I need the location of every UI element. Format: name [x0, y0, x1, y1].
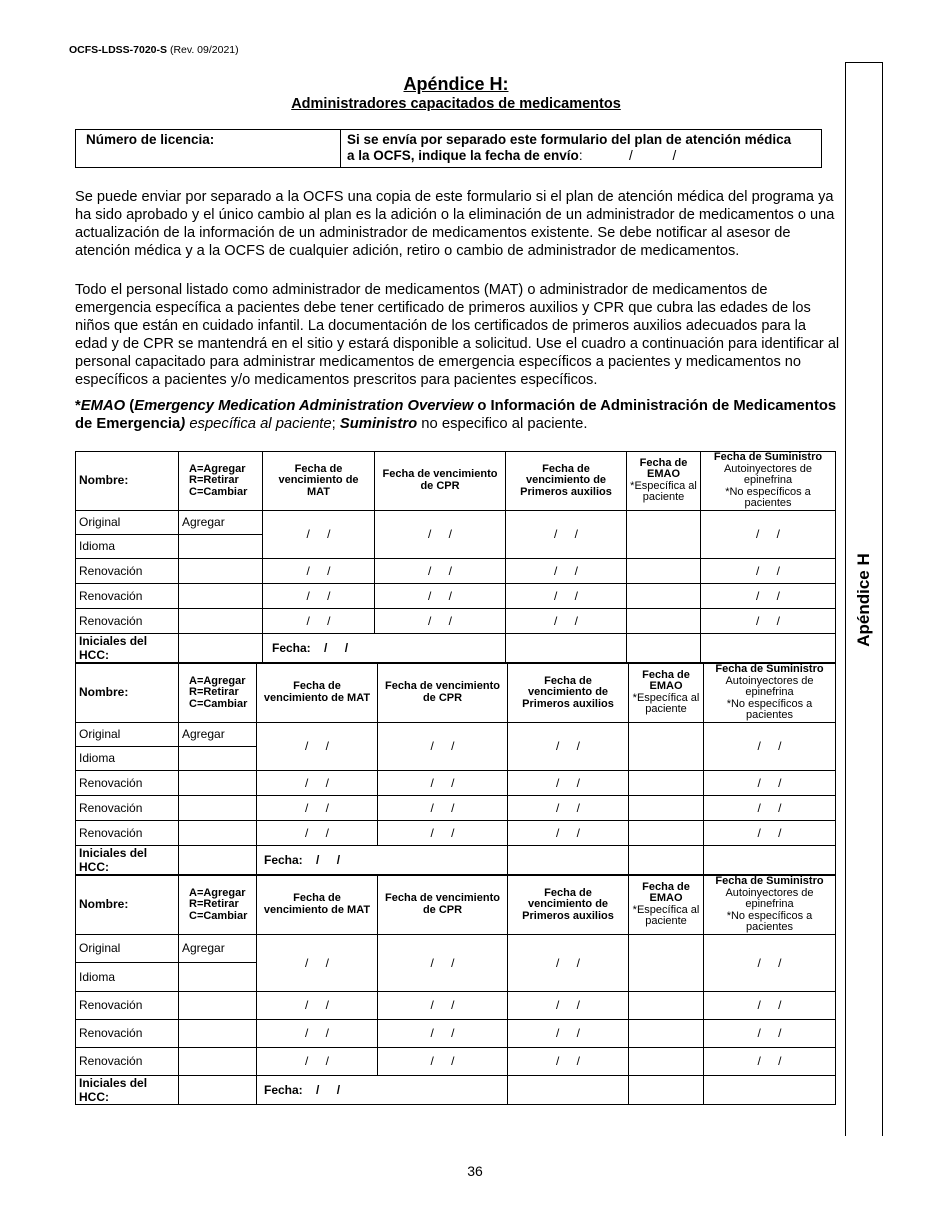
hcc-initials-label: Iniciales del HCC:	[76, 845, 179, 874]
supply-date-header: Fecha de Suministro Autoinyectores de epinefrina *No específicos a pacientes	[701, 452, 836, 511]
mat-date-cell[interactable]: / /	[257, 770, 378, 795]
empty-cell	[629, 1075, 704, 1104]
action-cell[interactable]	[179, 991, 257, 1019]
hcc-initials-cell[interactable]	[179, 1075, 257, 1104]
action-cell[interactable]	[179, 534, 263, 558]
mat-date-cell[interactable]: / /	[257, 1019, 378, 1047]
table-header-row	[76, 664, 836, 723]
first-aid-date-cell[interactable]: / /	[508, 820, 629, 845]
action-cell[interactable]	[179, 820, 257, 845]
license-box	[75, 129, 822, 168]
supply-date-cell[interactable]: / /	[701, 583, 836, 608]
cpr-expiry-header: Fecha de vencimiento de CPR	[378, 876, 508, 935]
action-cell[interactable]: Agregar	[179, 934, 257, 962]
table-row	[76, 820, 836, 845]
supply-date-cell[interactable]: / /	[704, 795, 836, 820]
first-aid-date-cell[interactable]: / /	[508, 770, 629, 795]
row-label: Original	[76, 934, 179, 962]
hcc-row	[76, 633, 836, 662]
hcc-initials-label: Iniciales del HCC:	[76, 633, 179, 662]
mat-date-cell[interactable]: / /	[257, 991, 378, 1019]
empty-cell	[701, 633, 836, 662]
row-label: Renovación	[76, 795, 179, 820]
table-row	[76, 795, 836, 820]
emao-date-header: Fecha de EMAO *Específica al paciente	[629, 664, 704, 723]
emao-date-cell[interactable]	[629, 795, 704, 820]
medication-administrator-table-1	[75, 451, 836, 663]
mat-date-cell[interactable]: / /	[263, 608, 375, 633]
cpr-date-cell[interactable]: / /	[375, 583, 506, 608]
table-row	[76, 1019, 836, 1047]
action-cell[interactable]: Agregar	[179, 722, 257, 746]
first-aid-expiry-header: Fecha de vencimiento de Primeros auxilios	[508, 664, 629, 723]
supply-date-cell[interactable]: / /	[704, 934, 836, 991]
first-aid-date-cell[interactable]: / /	[508, 795, 629, 820]
hcc-row	[76, 845, 836, 874]
name-header[interactable]: Nombre:	[76, 664, 179, 723]
supply-date-cell[interactable]: / /	[704, 1047, 836, 1075]
action-cell[interactable]	[179, 962, 257, 991]
table-row	[76, 558, 836, 583]
license-number-field[interactable]: Número de licencia:	[76, 130, 341, 167]
emao-date-cell[interactable]	[629, 991, 704, 1019]
page-title: Apéndice H:	[403, 74, 509, 94]
empty-cell	[508, 845, 629, 874]
first-aid-expiry-header: Fecha de vencimiento de Primeros auxilios	[508, 876, 629, 935]
action-cell[interactable]	[179, 1047, 257, 1075]
cpr-date-cell[interactable]: / /	[378, 1019, 508, 1047]
empty-cell	[508, 1075, 629, 1104]
row-label: Renovación	[76, 583, 179, 608]
first-aid-date-cell[interactable]: / /	[506, 608, 627, 633]
form-code: OCFS-LDSS-7020-S (Rev. 09/2021)	[69, 44, 239, 56]
supply-date-header: Fecha de Suministro Autoinyectores de epinefrina *No específicos a pacientes	[704, 664, 836, 723]
action-cell[interactable]	[179, 558, 263, 583]
supply-date-cell[interactable]: / /	[701, 510, 836, 558]
first-aid-date-cell[interactable]: / /	[508, 991, 629, 1019]
row-label: Idioma	[76, 962, 179, 991]
row-label: Renovación	[76, 991, 179, 1019]
cpr-date-cell[interactable]: / /	[378, 722, 508, 770]
emao-date-cell[interactable]	[629, 820, 704, 845]
empty-cell	[629, 845, 704, 874]
mat-date-cell[interactable]: / /	[263, 510, 375, 558]
cpr-date-cell[interactable]: / /	[378, 820, 508, 845]
action-cell[interactable]	[179, 1019, 257, 1047]
medication-administrator-table-3	[75, 875, 836, 1105]
supply-date-header: Fecha de Suministro Autoinyectores de epinefrina *No específicos a pacientes	[704, 876, 836, 935]
paragraph-separate-submission: Se puede enviar por separado a la OCFS una copia de este formulario si el plan de atención médica del programa ya ha sido aprobado y el único cambio al plan es la adición o la eliminación de un administrador de medicamentos o una actualización de la información de un administrador de medicamentos existente. Se debe notificar al asesor de atención médica y a la OCFS de cualquier adición, retiro o cambio de administrador de medicamentos.	[75, 189, 835, 259]
table-row	[76, 991, 836, 1019]
send-date-field[interactable]: Si se envía por separado este formulario del plan de atención médica a la OCFS, indique la fecha de envío: / /	[347, 132, 792, 163]
hcc-initials-cell[interactable]	[179, 845, 257, 874]
supply-date-cell[interactable]: / /	[704, 1019, 836, 1047]
code-header: A=Agregar R=Retirar C=Cambiar	[179, 664, 257, 723]
row-label: Original	[76, 510, 179, 534]
cpr-expiry-header: Fecha de vencimiento de CPR	[378, 664, 508, 723]
mat-date-cell[interactable]: / /	[263, 558, 375, 583]
cpr-date-cell[interactable]: / /	[378, 991, 508, 1019]
table-row	[76, 934, 836, 962]
cpr-expiry-header: Fecha de vencimiento de CPR	[375, 452, 506, 511]
mat-expiry-header: Fecha de vencimiento de MAT	[257, 664, 378, 723]
emao-date-header: Fecha de EMAO *Específica al paciente	[629, 876, 704, 935]
name-header[interactable]: Nombre:	[76, 876, 179, 935]
emao-date-cell[interactable]	[629, 722, 704, 770]
hcc-date-cell[interactable]: Fecha: / /	[257, 845, 508, 874]
hcc-initials-label: Iniciales del HCC:	[76, 1075, 179, 1104]
hcc-date-cell[interactable]: Fecha: / /	[263, 633, 506, 662]
side-tab-label: Apéndice H	[854, 553, 873, 647]
emao-date-cell[interactable]	[629, 770, 704, 795]
row-label: Idioma	[76, 746, 179, 770]
empty-cell	[506, 633, 627, 662]
hcc-row	[76, 1075, 836, 1104]
row-label: Renovación	[76, 1047, 179, 1075]
table-row	[76, 608, 836, 633]
emao-date-cell[interactable]	[627, 510, 701, 558]
supply-date-cell[interactable]: / /	[704, 820, 836, 845]
first-aid-date-cell[interactable]: / /	[506, 510, 627, 558]
first-aid-date-cell[interactable]: / /	[508, 722, 629, 770]
hcc-date-cell[interactable]: Fecha: / /	[257, 1075, 508, 1104]
supply-date-cell[interactable]: / /	[704, 991, 836, 1019]
row-label: Renovación	[76, 558, 179, 583]
action-cell[interactable]	[179, 795, 257, 820]
empty-cell	[704, 845, 836, 874]
mat-date-cell[interactable]: / /	[263, 583, 375, 608]
page-subtitle: Administradores capacitados de medicamentos	[291, 96, 621, 112]
row-label: Idioma	[76, 534, 179, 558]
mat-date-cell[interactable]: / /	[257, 795, 378, 820]
row-label: Renovación	[76, 770, 179, 795]
cpr-date-cell[interactable]: / /	[378, 934, 508, 991]
action-cell[interactable]	[179, 770, 257, 795]
action-cell[interactable]	[179, 583, 263, 608]
action-cell[interactable]	[179, 746, 257, 770]
emao-date-cell[interactable]	[627, 583, 701, 608]
table-header-row	[76, 876, 836, 935]
table-row	[76, 510, 836, 534]
table-row	[76, 583, 836, 608]
emao-date-cell[interactable]	[627, 558, 701, 583]
cpr-date-cell[interactable]: / /	[375, 510, 506, 558]
first-aid-date-cell[interactable]: / /	[508, 1019, 629, 1047]
first-aid-date-cell[interactable]: / /	[506, 583, 627, 608]
code-header: A=Agregar R=Retirar C=Cambiar	[179, 452, 263, 511]
row-label: Renovación	[76, 608, 179, 633]
row-label: Renovación	[76, 820, 179, 845]
emao-date-cell[interactable]	[629, 1047, 704, 1075]
first-aid-date-cell[interactable]: / /	[508, 934, 629, 991]
emao-date-cell[interactable]	[627, 608, 701, 633]
emao-note: *EMAO (Emergency Medication Administration Overview o Información de Administración de Medicamentos de Emergencia) específica al paciente; Suministro no especifico al paciente.	[75, 398, 837, 432]
code-header: A=Agregar R=Retirar C=Cambiar	[179, 876, 257, 935]
hcc-initials-cell[interactable]	[179, 633, 263, 662]
first-aid-date-cell[interactable]: / /	[506, 558, 627, 583]
page-number: 36	[467, 1163, 483, 1179]
mat-date-cell[interactable]: / /	[257, 820, 378, 845]
table-header-row	[76, 452, 836, 511]
empty-cell	[704, 1075, 836, 1104]
mat-expiry-header: Fecha de vencimiento de MAT	[263, 452, 375, 511]
table-row	[76, 722, 836, 746]
cpr-date-cell[interactable]: / /	[375, 608, 506, 633]
table-row	[76, 1047, 836, 1075]
medication-administrator-table-2	[75, 663, 836, 875]
mat-expiry-header: Fecha de vencimiento de MAT	[257, 876, 378, 935]
cpr-date-cell[interactable]: / /	[375, 558, 506, 583]
emao-date-cell[interactable]	[629, 1019, 704, 1047]
cpr-date-cell[interactable]: / /	[378, 1047, 508, 1075]
row-label: Renovación	[76, 1019, 179, 1047]
first-aid-expiry-header: Fecha de vencimiento de Primeros auxilios	[506, 452, 627, 511]
first-aid-date-cell[interactable]: / /	[508, 1047, 629, 1075]
row-label: Original	[76, 722, 179, 746]
supply-date-cell[interactable]: / /	[704, 770, 836, 795]
name-header[interactable]: Nombre:	[76, 452, 179, 511]
supply-date-cell[interactable]: / /	[704, 722, 836, 770]
mat-date-cell[interactable]: / /	[257, 934, 378, 991]
empty-cell	[627, 633, 701, 662]
emao-date-cell[interactable]	[629, 934, 704, 991]
action-cell[interactable]: Agregar	[179, 510, 263, 534]
mat-date-cell[interactable]: / /	[257, 722, 378, 770]
emao-date-header: Fecha de EMAO *Específica al paciente	[627, 452, 701, 511]
table-row	[76, 770, 836, 795]
action-cell[interactable]	[179, 608, 263, 633]
mat-date-cell[interactable]: / /	[257, 1047, 378, 1075]
cpr-date-cell[interactable]: / /	[378, 795, 508, 820]
cpr-date-cell[interactable]: / /	[378, 770, 508, 795]
paragraph-staff-certification: Todo el personal listado como administrador de medicamentos (MAT) o administrador de medicamentos de emergencia específica a pacientes debe tener certificado de primeros auxilios y CPR que cubra las edades de los niños que están en cuidado infantil. La documentación de los certificados de primeros auxilios adecuados para la edad y de CPR se mantendrá en el sitio y estará disponible a solicitud. Use el cuadro a continuación para identificar al personal capacitado para administrar medicamentos de emergencia específicos a pacientes y medicamentos no específicos a pacientes y/o medicamentos prescritos para pacientes específicos.	[75, 282, 840, 388]
supply-date-cell[interactable]: / /	[701, 608, 836, 633]
supply-date-cell[interactable]: / /	[701, 558, 836, 583]
